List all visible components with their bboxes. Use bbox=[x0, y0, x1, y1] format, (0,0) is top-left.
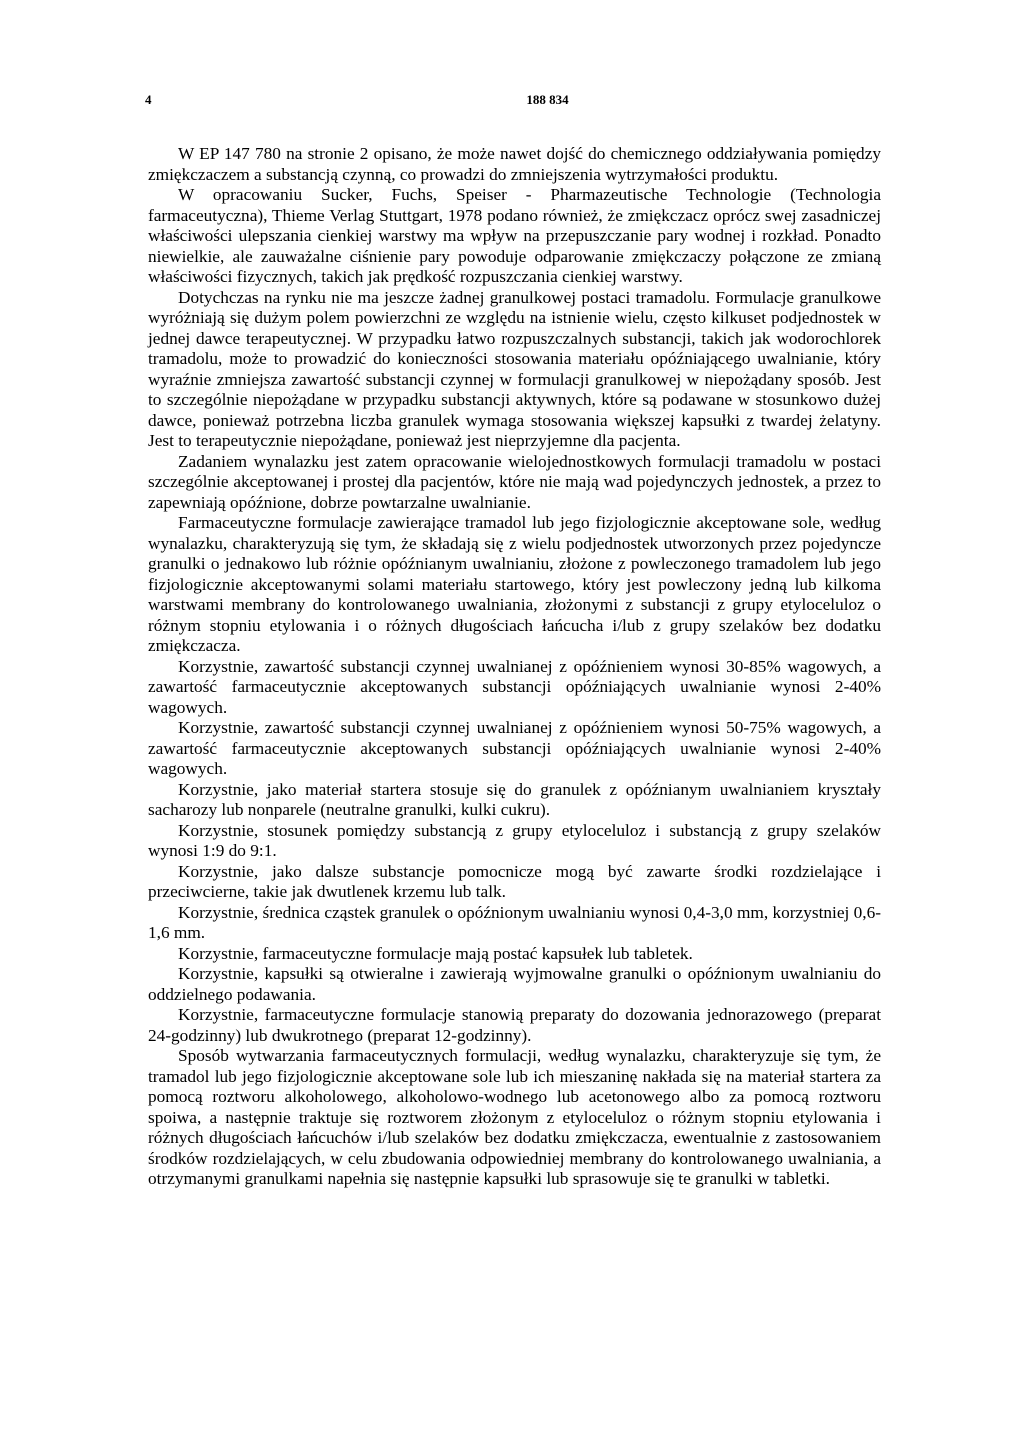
page-number: 4 bbox=[145, 92, 152, 107]
paragraph: W opracowaniu Sucker, Fuchs, Speiser - Pharmazeutische Technologie (Technologia farmaceutyczna), Thieme Verlag Stuttgart, 1978 podano również, że zmiękczacz oprócz swej zasadniczej właściwości ulepszania cienkiej warstwy ma wpływ na przepuszczanie pary wodnej i rozkład. Ponadto niewielkie, ale zauważalne ciśnienie pary powoduje odparowanie zmiękczaczy połączone ze zmianą właściwości fizycznych, takich jak prędkość rozpuszczania cienkiej warstwy. bbox=[148, 185, 881, 286]
body-text bbox=[148, 144, 881, 1190]
paragraph: Sposób wytwarzania farmaceutycznych formulacji, według wynalazku, charakteryzuje się tym, że tramadol lub jego fizjologicznie akceptowane sole lub ich mieszaninę nakłada się na materiał startera za pomocą roztworu alkoholowego, alkoholowo-wodnego lub acetonowego albo za pomocą roztworu spoiwa, a następnie traktuje się roztworem złożonym z etyloceluloz o różnym stopniu etylowania i różnych długościach łańcuchów i/lub szelaków bez dodatku zmiękczacza, ewentualnie z zastosowaniem środków rozdzielających, w celu zbudowania odpowiedniej membrany do kontrolowanego uwalniania, a otrzymanymi granulkami napełnia się następnie kapsułki lub sprasowuje się te granulki w tabletki. bbox=[148, 1046, 881, 1188]
paragraph: Korzystnie, kapsułki są otwieralne i zawierają wyjmowalne granulki o opóźnionym uwalnianiu do oddzielnego podawania. bbox=[148, 964, 881, 1004]
paragraph: Korzystnie, jako dalsze substancje pomocnicze mogą być zawarte środki rozdzielające i przeciwcierne, takie jak dwutlenek krzemu lub talk. bbox=[148, 861, 881, 901]
paragraph: Korzystnie, stosunek pomiędzy substancją z grupy etyloceluloz i substancją z grupy szelaków wynosi 1:9 do 9:1. bbox=[148, 820, 881, 860]
paragraph: Korzystnie, zawartość substancji czynnej uwalnianej z opóźnieniem wynosi 50-75% wagowych, a zawartość farmaceutycznie akceptowanych substancji opóźniających uwalnianie wynosi 2-40% wagowych. bbox=[148, 718, 881, 778]
page-header bbox=[145, 92, 883, 112]
paragraph: Zadaniem wynalazku jest zatem opracowanie wielojednostkowych formulacji tramadolu w postaci szczególnie akceptowanej i prostej dla pacjentów, które nie mają wad pojedynczych jednostek, a przez to zapewniają opóźnione, dobrze powtarzalne uwalnianie. bbox=[148, 451, 881, 512]
paragraph: Dotychczas na rynku nie ma jeszcze żadnej granulkowej postaci tramadolu. Formulacje granulkowe wyróżniają się dużym polem powierzchni ze względu na istnienie wielu, często kilkuset podjednostek w jednej dawce terapeutycznej. W przypadku łatwo rozpuszczalnych substancji, takich jak wodorochlorek tramadolu, może to prowadzić do konieczności stosowania materiału opóźniającego uwalnianie, który wyraźnie zmniejsza zawartość substancji czynnej w formulacji granulkowej w niepożądany sposób. Jest to szczególnie niepożądane w przypadku substancji aktywnych, które są podawane w stosunkowo dużej dawce, ponieważ potrzebna liczba granulek wymaga stosowania większej kapsułki z twardej żelatyny. Jest to terapeutycznie niepożądane, ponieważ jest nieprzyjemne dla pacjenta. bbox=[148, 287, 881, 450]
paragraph: Korzystnie, farmaceutyczne formulacje stanowią preparaty do dozowania jednorazowego (preparat 24-godzinny) lub dwukrotnego (preparat 12-godzinny). bbox=[148, 1005, 881, 1045]
paragraph: Korzystnie, średnica cząstek granulek o opóźnionym uwalnianiu wynosi 0,4-3,0 mm, korzystniej 0,6-1,6 mm. bbox=[148, 902, 881, 942]
paragraph: W EP 147 780 na stronie 2 opisano, że może nawet dojść do chemicznego oddziaływania pomiędzy zmiękczaczem a substancją czynną, co prowadzi do zmniejszenia wytrzymałości produktu. bbox=[148, 144, 881, 184]
paragraph: Korzystnie, jako materiał startera stosuje się do granulek z opóźnianym uwalnianiem kryształy sacharozy lub nonparele (neutralne granulki, kulki cukru). bbox=[148, 779, 881, 819]
paragraph: Korzystnie, farmaceutyczne formulacje mają postać kapsułek lub tabletek. bbox=[178, 943, 693, 963]
paragraph: Korzystnie, zawartość substancji czynnej uwalnianej z opóźnieniem wynosi 30-85% wagowych, a zawartość farmaceutycznie akceptowanych substancji opóźniających uwalnianie wynosi 2-40% wagowych. bbox=[148, 656, 881, 717]
paragraph: Farmaceutyczne formulacje zawierające tramadol lub jego fizjologicznie akceptowane sole, według wynalazku, charakteryzują się tym, że składają się z wielu podjednostek utworzonych przez pojedyncze granulki o jednakowo lub różnie opóźnianym uwalnianiu, złożone z powleczonego tramadolem lub jego fizjologicznie akceptowanymi solami materiału startowego, który jest powleczony jedną lub kilkoma warstwami membrany do kontrolowanego uwalniania, złożonymi z substancji z grupy etyloceluloz o różnym stopniu etylowania i o różnych długościach łańcucha i/lub z grupy szelaków bez dodatku zmiękczacza. bbox=[148, 513, 881, 655]
patent-number: 188 834 bbox=[526, 92, 569, 107]
